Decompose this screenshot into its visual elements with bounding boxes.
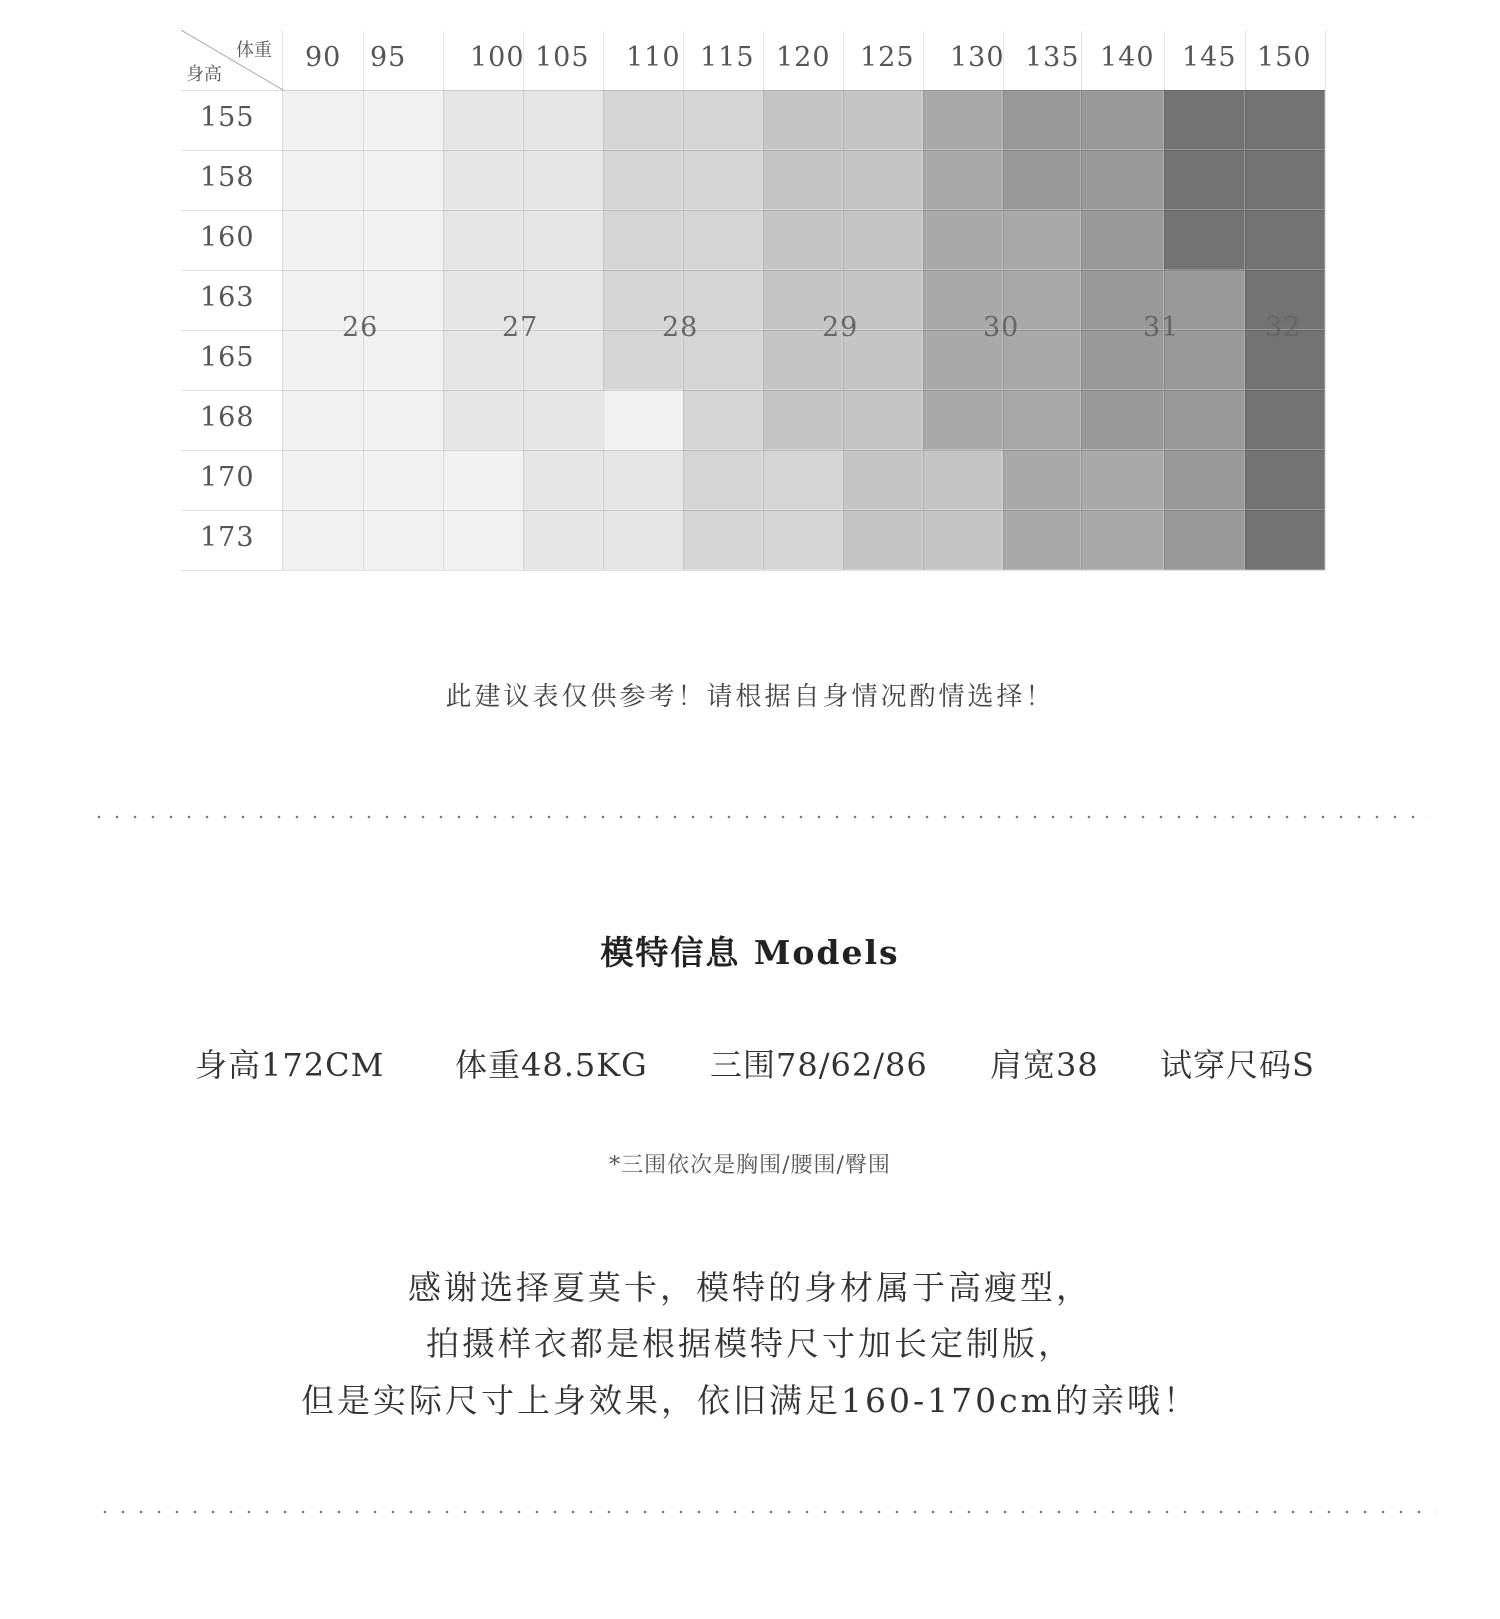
model-measurements: 三围78/62/86 xyxy=(710,1046,928,1084)
size-cell xyxy=(923,450,1003,510)
size-cell xyxy=(282,150,363,210)
dotted-divider-bottom xyxy=(96,1510,1436,1514)
size-cell xyxy=(843,210,923,270)
model-height: 身高172CM xyxy=(195,1046,385,1084)
size-cell xyxy=(683,510,763,570)
size-cell xyxy=(523,210,603,270)
size-cell xyxy=(1003,450,1081,510)
size-cell xyxy=(1081,390,1164,450)
size-cell xyxy=(923,510,1003,570)
description-line: 拍摄样衣都是根据模特尺寸加长定制版， xyxy=(426,1324,1074,1363)
size-cell xyxy=(1003,390,1081,450)
size-cell xyxy=(1081,150,1164,210)
model-weight: 体重48.5KG xyxy=(455,1046,648,1084)
size-cell xyxy=(683,450,763,510)
models-title: 模特信息 Models xyxy=(600,933,900,972)
size-cell xyxy=(683,390,763,450)
size-cell xyxy=(363,450,443,510)
size-cell xyxy=(363,90,443,150)
size-cell xyxy=(763,90,843,150)
grid-line-horizontal xyxy=(181,570,1325,571)
grid-line-vertical xyxy=(1245,30,1246,570)
weight-label: 130 xyxy=(950,42,1005,73)
size-cell xyxy=(1003,150,1081,210)
size-cell xyxy=(363,150,443,210)
size-cell xyxy=(1081,510,1164,570)
height-label: 155 xyxy=(200,102,255,133)
grid-line-vertical xyxy=(443,30,444,570)
size-cell xyxy=(1164,150,1245,210)
weight-label: 145 xyxy=(1182,42,1237,73)
weight-label: 95 xyxy=(370,42,407,73)
size-cell xyxy=(763,210,843,270)
size-label: 28 xyxy=(662,312,699,343)
size-cell xyxy=(363,390,443,450)
size-label: 31 xyxy=(1143,312,1180,343)
size-cell xyxy=(1003,510,1081,570)
model-shoulder-width: 肩宽38 xyxy=(990,1046,1099,1084)
grid-line-vertical xyxy=(1003,30,1004,570)
size-cell xyxy=(843,150,923,210)
grid-line-vertical xyxy=(923,30,924,570)
grid-line-vertical xyxy=(1325,30,1326,570)
size-cell xyxy=(1164,390,1245,450)
size-cell xyxy=(923,390,1003,450)
size-cell xyxy=(282,90,363,150)
size-cell xyxy=(523,90,603,150)
height-label: 165 xyxy=(200,342,255,373)
size-cell xyxy=(1164,210,1245,270)
weight-label: 125 xyxy=(860,42,915,73)
weight-label: 135 xyxy=(1025,42,1080,73)
dotted-divider-top xyxy=(90,815,1430,819)
grid-line-horizontal xyxy=(181,210,1325,211)
reference-note: 此建议表仅供参考！请根据自身情况酌情选择！ xyxy=(445,682,1055,712)
size-cell xyxy=(443,450,523,510)
size-cell xyxy=(843,90,923,150)
size-cell xyxy=(1245,90,1325,150)
size-cell xyxy=(763,450,843,510)
size-cell xyxy=(282,210,363,270)
size-cell xyxy=(523,390,603,450)
height-label: 158 xyxy=(200,162,255,193)
grid-line-horizontal xyxy=(181,90,1325,91)
size-cell xyxy=(603,510,683,570)
size-cell xyxy=(923,210,1003,270)
weight-label: 90 xyxy=(305,42,342,73)
size-cell xyxy=(843,450,923,510)
height-label: 170 xyxy=(200,462,255,493)
size-cell xyxy=(843,390,923,450)
size-cell xyxy=(1164,450,1245,510)
grid-line-vertical xyxy=(603,30,604,570)
size-cell xyxy=(843,510,923,570)
size-cell xyxy=(443,90,523,150)
grid-line-vertical xyxy=(363,30,364,570)
size-cell xyxy=(1081,450,1164,510)
weight-label: 140 xyxy=(1100,42,1155,73)
size-cell xyxy=(683,90,763,150)
size-cell xyxy=(523,150,603,210)
corner-weight-label: 体重 xyxy=(236,40,272,61)
size-label: 30 xyxy=(983,312,1020,343)
grid-line-horizontal xyxy=(181,270,1325,271)
size-cell xyxy=(763,390,843,450)
size-cell xyxy=(443,210,523,270)
grid-line-vertical xyxy=(1164,30,1165,570)
size-label: 26 xyxy=(342,312,379,343)
size-cell xyxy=(1245,510,1325,570)
grid-line-vertical xyxy=(763,30,764,570)
size-cell xyxy=(443,510,523,570)
weight-label: 115 xyxy=(700,42,755,73)
size-cell xyxy=(763,510,843,570)
size-cell xyxy=(1003,90,1081,150)
height-label: 168 xyxy=(200,402,255,433)
size-cell xyxy=(1164,510,1245,570)
height-label: 173 xyxy=(200,522,255,553)
grid-line-vertical xyxy=(523,30,524,570)
model-fitting-size: 试穿尺码S xyxy=(1160,1046,1315,1084)
size-cell xyxy=(1245,210,1325,270)
size-cell xyxy=(363,210,443,270)
size-cell xyxy=(603,150,683,210)
corner-height-label: 身高 xyxy=(186,64,222,85)
size-label: 32 xyxy=(1265,312,1302,343)
size-cell xyxy=(282,510,363,570)
height-label: 163 xyxy=(200,282,255,313)
grid-line-horizontal xyxy=(181,390,1325,391)
size-cell xyxy=(603,450,683,510)
size-label: 29 xyxy=(822,312,859,343)
weight-label: 110 xyxy=(626,42,681,73)
grid-line-vertical xyxy=(683,30,684,570)
size-cell xyxy=(523,450,603,510)
size-cell xyxy=(1081,210,1164,270)
size-cell xyxy=(1245,450,1325,510)
grid-line-vertical xyxy=(1081,30,1082,570)
size-cell xyxy=(923,90,1003,150)
size-cell xyxy=(683,210,763,270)
size-cell xyxy=(1003,210,1081,270)
size-cell xyxy=(603,210,683,270)
weight-label: 105 xyxy=(535,42,590,73)
weight-label: 100 xyxy=(470,42,525,73)
size-cell xyxy=(443,390,523,450)
grid-line-vertical xyxy=(282,30,283,570)
size-cell xyxy=(282,390,363,450)
description-line: 感谢选择夏莫卡，模特的身材属于高瘦型， xyxy=(408,1268,1092,1307)
size-cell xyxy=(1081,90,1164,150)
description-line: 但是实际尺寸上身效果，依旧满足160-170cm的亲哦！ xyxy=(301,1381,1199,1420)
size-cell xyxy=(923,150,1003,210)
grid-line-horizontal xyxy=(181,450,1325,451)
size-cell xyxy=(1245,150,1325,210)
weight-label: 150 xyxy=(1257,42,1312,73)
weight-label: 120 xyxy=(776,42,831,73)
size-cell xyxy=(523,510,603,570)
size-cell xyxy=(282,450,363,510)
grid-line-horizontal xyxy=(181,510,1325,511)
size-cell xyxy=(763,150,843,210)
size-cell xyxy=(603,390,683,450)
measurements-footnote: *三围依次是胸围/腰围/臀围 xyxy=(609,1153,891,1178)
size-cell xyxy=(1245,390,1325,450)
grid-line-horizontal xyxy=(181,150,1325,151)
size-cell xyxy=(443,150,523,210)
size-cell xyxy=(603,90,683,150)
size-cell xyxy=(683,150,763,210)
size-cell xyxy=(363,510,443,570)
height-label: 160 xyxy=(200,222,255,253)
size-recommendation-chart xyxy=(0,0,1500,600)
grid-line-vertical xyxy=(843,30,844,570)
size-cell xyxy=(1164,90,1245,150)
size-label: 27 xyxy=(502,312,539,343)
